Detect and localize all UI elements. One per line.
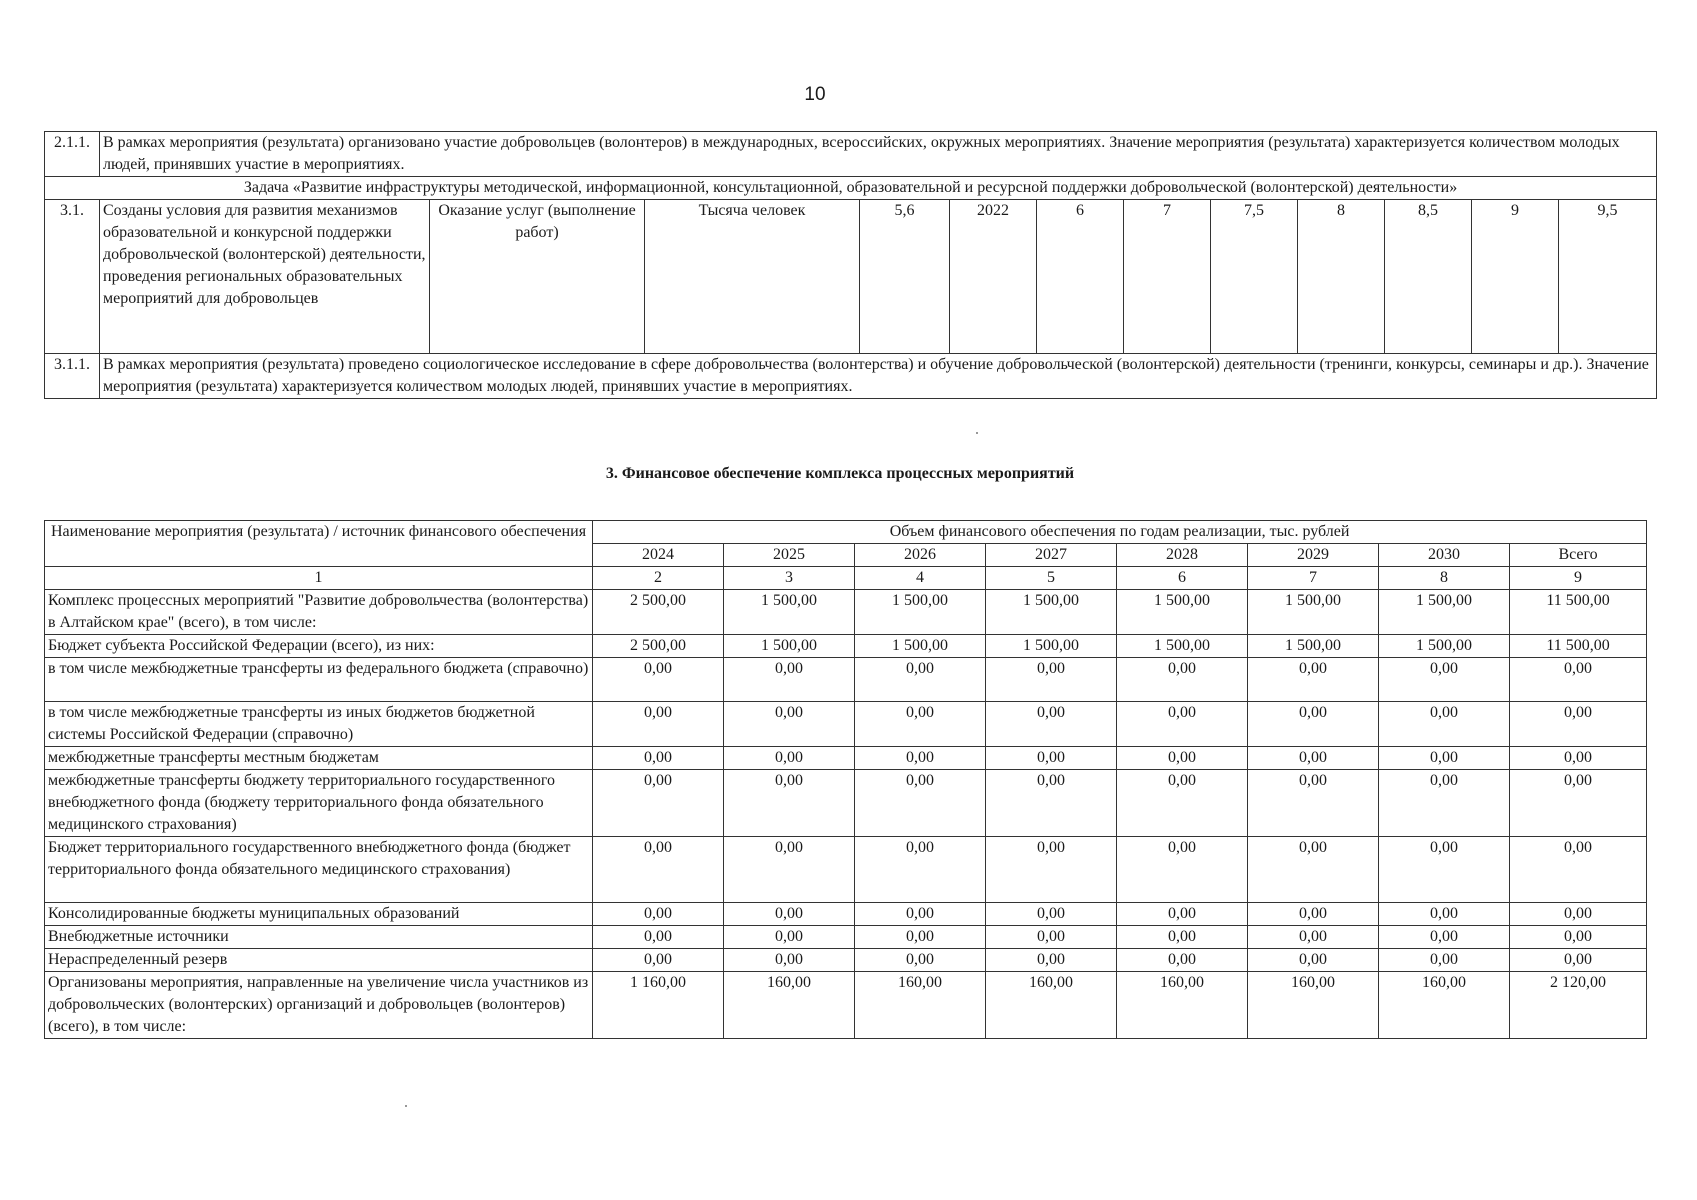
table-row: [45, 770, 1647, 837]
amount-cell: 1 500,00: [855, 635, 986, 658]
amount-cell: 0,00: [593, 702, 724, 747]
table-row: [45, 590, 1647, 635]
amount-cell: 0,00: [1117, 903, 1248, 926]
amount-cell: 0,00: [986, 658, 1117, 702]
amount-cell: 0,00: [986, 903, 1117, 926]
amount-cell: 0,00: [855, 949, 986, 972]
amount-cell: 0,00: [1248, 658, 1379, 702]
year-header: 2027: [986, 544, 1117, 567]
amount-cell: 0,00: [1117, 837, 1248, 903]
amount-cell: 0,00: [724, 949, 855, 972]
amount-cell: 0,00: [855, 658, 986, 702]
amount-cell: 0,00: [986, 949, 1117, 972]
amount-cell: 0,00: [593, 658, 724, 702]
amount-cell: 0,00: [1248, 747, 1379, 770]
amount-cell: 160,00: [724, 972, 855, 1039]
table-row: [45, 635, 1647, 658]
page-number: 10: [804, 84, 826, 105]
column-number: 1: [45, 567, 593, 590]
funding-source-name: Бюджет территориального государственного внебюджетного фонда (бюджет территориального фонда обязательного медицинского страхования): [45, 837, 593, 903]
amount-cell: 0,00: [1379, 926, 1510, 949]
table-row: [45, 747, 1647, 770]
table-row: [45, 949, 1647, 972]
total-amount: 0,00: [1510, 837, 1647, 903]
column-header-volume: Объем финансового обеспечения по годам реализации, тыс. рублей: [593, 521, 1647, 544]
total-amount: 11 500,00: [1510, 590, 1647, 635]
total-amount: 0,00: [1510, 770, 1647, 837]
amount-cell: 0,00: [855, 702, 986, 747]
column-number: 2: [593, 567, 724, 590]
amount-cell: 0,00: [986, 926, 1117, 949]
amount-cell: 0,00: [1379, 770, 1510, 837]
total-amount: 0,00: [1510, 949, 1647, 972]
amount-cell: 160,00: [855, 972, 986, 1039]
total-header: Всего: [1510, 544, 1647, 567]
total-amount: 0,00: [1510, 658, 1647, 702]
amount-cell: 0,00: [1248, 837, 1379, 903]
amount-cell: 0,00: [724, 747, 855, 770]
funding-source-name: межбюджетные трансферты местным бюджетам: [45, 747, 593, 770]
year-value: 7,5: [1211, 200, 1298, 354]
table-row: [45, 132, 1657, 177]
amount-cell: 160,00: [1379, 972, 1510, 1039]
amount-cell: 0,00: [724, 837, 855, 903]
amount-cell: 0,00: [855, 903, 986, 926]
table-row: [45, 658, 1647, 702]
amount-cell: 1 500,00: [986, 635, 1117, 658]
year-value: 9: [1472, 200, 1559, 354]
financing-table: [44, 520, 1647, 1039]
amount-cell: 160,00: [1117, 972, 1248, 1039]
amount-cell: 1 500,00: [724, 590, 855, 635]
funding-source-name: Внебюджетные источники: [45, 926, 593, 949]
year-value: 6: [1037, 200, 1124, 354]
column-number: 9: [1510, 567, 1647, 590]
table-row: [45, 702, 1647, 747]
scan-speck: [405, 1105, 407, 1107]
amount-cell: 0,00: [855, 926, 986, 949]
amount-cell: 0,00: [593, 903, 724, 926]
amount-cell: 2 500,00: [593, 590, 724, 635]
base-year: 2022: [950, 200, 1037, 354]
total-amount: 0,00: [1510, 702, 1647, 747]
amount-cell: 1 500,00: [1248, 635, 1379, 658]
total-amount: 0,00: [1510, 926, 1647, 949]
amount-cell: 0,00: [1117, 747, 1248, 770]
amount-cell: 0,00: [593, 926, 724, 949]
column-number: 6: [1117, 567, 1248, 590]
year-value: 8: [1298, 200, 1385, 354]
measure-description: В рамках мероприятия (результата) проведено социологическое исследование в сфере добровольчества (волонтерства) и обучение добровольческой (волонтерской) деятельности (тренинги, конкурсы, семинары и др.). Значение мероприятия (результата) характеризуется количеством молодых людей, принявших участие в мероприятиях.: [100, 354, 1657, 399]
amount-cell: 0,00: [724, 926, 855, 949]
funding-source-name: Нераспределенный резерв: [45, 949, 593, 972]
total-amount: 2 120,00: [1510, 972, 1647, 1039]
amount-cell: 1 500,00: [724, 635, 855, 658]
column-header-name: Наименование мероприятия (результата) / источник финансового обеспечения: [45, 521, 593, 567]
amount-cell: 0,00: [1248, 903, 1379, 926]
total-amount: 11 500,00: [1510, 635, 1647, 658]
amount-cell: 160,00: [1248, 972, 1379, 1039]
amount-cell: 0,00: [1379, 747, 1510, 770]
amount-cell: 0,00: [986, 770, 1117, 837]
total-amount: 0,00: [1510, 903, 1647, 926]
year-value: 9,5: [1559, 200, 1657, 354]
funding-source-name: Организованы мероприятия, направленные на увеличение числа участников из добровольческих (волонтерских) организаций и добровольцев (волонтеров) (всего), в том числе:: [45, 972, 593, 1039]
financing-rows: [45, 590, 1647, 1039]
section-title: 3. Финансовое обеспечение комплекса процессных мероприятий: [605, 465, 1075, 482]
amount-cell: 0,00: [1379, 658, 1510, 702]
row-number: 3.1.: [45, 200, 100, 354]
amount-cell: 0,00: [724, 770, 855, 837]
result-type: Оказание услуг (выполнение работ): [430, 200, 645, 354]
table-row: [45, 837, 1647, 903]
amount-cell: 0,00: [593, 747, 724, 770]
column-number-row: [45, 567, 1647, 590]
amount-cell: 0,00: [593, 837, 724, 903]
amount-cell: 1 500,00: [855, 590, 986, 635]
amount-cell: 1 500,00: [1379, 635, 1510, 658]
column-number: 4: [855, 567, 986, 590]
year-value: 7: [1124, 200, 1211, 354]
amount-cell: 0,00: [1117, 926, 1248, 949]
task-title: Задача «Развитие инфраструктуры методической, информационной, консультационной, образовательной и ресурсной поддержки добровольческой (волонтерской) деятельности»: [45, 177, 1657, 200]
year-value: 8,5: [1385, 200, 1472, 354]
amount-cell: 0,00: [1117, 949, 1248, 972]
task-row: [45, 177, 1657, 200]
funding-source-name: в том числе межбюджетные трансферты из федерального бюджета (справочно): [45, 658, 593, 702]
column-number: 8: [1379, 567, 1510, 590]
amount-cell: 0,00: [1379, 837, 1510, 903]
amount-cell: 0,00: [724, 658, 855, 702]
amount-cell: 0,00: [986, 702, 1117, 747]
amount-cell: 0,00: [593, 770, 724, 837]
amount-cell: 0,00: [1379, 702, 1510, 747]
funding-source-name: межбюджетные трансферты бюджету территориального государственного внебюджетного фонда (бюджету территориального фонда обязательного медицинского страхования): [45, 770, 593, 837]
amount-cell: 1 500,00: [986, 590, 1117, 635]
amount-cell: 0,00: [1379, 903, 1510, 926]
amount-cell: 0,00: [1117, 770, 1248, 837]
amount-cell: 1 500,00: [1248, 590, 1379, 635]
amount-cell: 0,00: [1248, 949, 1379, 972]
amount-cell: 1 160,00: [593, 972, 724, 1039]
column-number: 5: [986, 567, 1117, 590]
amount-cell: 0,00: [1117, 658, 1248, 702]
row-number: 3.1.1.: [45, 354, 100, 399]
amount-cell: 0,00: [1248, 926, 1379, 949]
funding-source-name: Консолидированные бюджеты муниципальных образований: [45, 903, 593, 926]
amount-cell: 1 500,00: [1117, 635, 1248, 658]
row-number: 2.1.1.: [45, 132, 100, 177]
unit: Тысяча человек: [645, 200, 860, 354]
indicators-table: [44, 131, 1657, 399]
amount-cell: 0,00: [1248, 702, 1379, 747]
result-name: Созданы условия для развития механизмов образовательной и конкурсной поддержки добровольческой (волонтерской) деятельности, проведения региональных образовательных мероприятий для добровольцев: [100, 200, 430, 354]
amount-cell: 0,00: [593, 949, 724, 972]
amount-cell: 0,00: [1248, 770, 1379, 837]
year-header: 2024: [593, 544, 724, 567]
funding-source-name: в том числе межбюджетные трансферты из иных бюджетов бюджетной системы Российской Федерации (справочно): [45, 702, 593, 747]
header-row: [45, 521, 1647, 544]
year-header: 2025: [724, 544, 855, 567]
amount-cell: 1 500,00: [1379, 590, 1510, 635]
amount-cell: 0,00: [724, 702, 855, 747]
amount-cell: 0,00: [855, 837, 986, 903]
amount-cell: 0,00: [1117, 702, 1248, 747]
column-number: 7: [1248, 567, 1379, 590]
year-header: 2028: [1117, 544, 1248, 567]
amount-cell: 1 500,00: [1117, 590, 1248, 635]
amount-cell: 0,00: [986, 747, 1117, 770]
funding-source-name: Бюджет субъекта Российской Федерации (всего), из них:: [45, 635, 593, 658]
year-header: 2030: [1379, 544, 1510, 567]
amount-cell: 2 500,00: [593, 635, 724, 658]
amount-cell: 0,00: [855, 770, 986, 837]
table-row: [45, 200, 1657, 354]
year-header: 2026: [855, 544, 986, 567]
funding-source-name: Комплекс процессных мероприятий "Развитие добровольчества (волонтерства) в Алтайском крае" (всего), в том числе:: [45, 590, 593, 635]
year-header: 2029: [1248, 544, 1379, 567]
amount-cell: 0,00: [855, 747, 986, 770]
amount-cell: 0,00: [986, 837, 1117, 903]
amount-cell: 0,00: [724, 903, 855, 926]
table-row: [45, 903, 1647, 926]
column-number: 3: [724, 567, 855, 590]
table-row: [45, 354, 1657, 399]
table-row: [45, 972, 1647, 1039]
amount-cell: 160,00: [986, 972, 1117, 1039]
total-amount: 0,00: [1510, 747, 1647, 770]
scan-speck: [976, 432, 978, 434]
amount-cell: 0,00: [1379, 949, 1510, 972]
base-value: 5,6: [860, 200, 950, 354]
table-row: [45, 926, 1647, 949]
measure-description: В рамках мероприятия (результата) организовано участие добровольцев (волонтеров) в международных, всероссийских, окружных мероприятиях. Значение мероприятия (результата) характеризуется количеством молодых людей, принявших участие в мероприятиях.: [100, 132, 1657, 177]
